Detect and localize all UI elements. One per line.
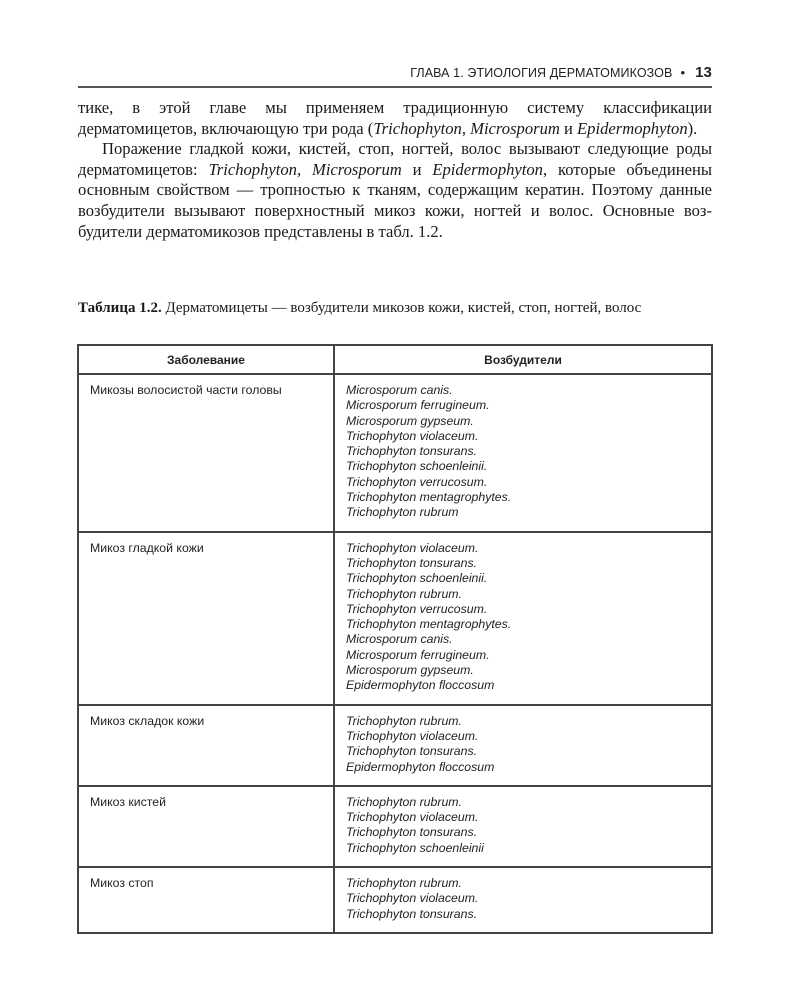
pathogen-name: Epidermophyton floccosum xyxy=(346,678,495,693)
genus-name: Trichophyton, Microsporum xyxy=(208,159,402,179)
table-body xyxy=(78,374,712,933)
pathogen-name: Trichophyton tonsurans. xyxy=(346,444,478,459)
chapter-title: ГЛАВА 1. ЭТИОЛОГИЯ ДЕРМАТОМИКОЗОВ xyxy=(410,66,673,80)
pathogens-table xyxy=(77,344,713,934)
table-row xyxy=(78,532,712,705)
text-segment: , которые объединены основным свойством — тропностью к тканям, содержащим кератин. Поэтому данные возбудители вызывают поверхностный микоз кожи, ногтей и волос. Основные возбудители дерматомикозов представлены в табл. 1.2. xyxy=(78,159,712,241)
disease-cell: Микоз кистей xyxy=(78,786,334,867)
pathogens-cell xyxy=(334,532,712,705)
table-caption-label: Таблица 1.2. xyxy=(78,300,162,316)
pathogen-name: Epidermophyton floccosum xyxy=(346,759,495,774)
pathogen-name: Trichophyton tonsurans. xyxy=(346,825,478,840)
header-disease: Заболевание xyxy=(78,345,334,374)
body-text xyxy=(78,98,712,242)
text-segment: и xyxy=(401,159,433,179)
pathogens-cell xyxy=(334,705,712,786)
pathogen-name: Trichophyton schoenleinii xyxy=(346,840,484,855)
pathogen-name: Trichophyton verrucosum. xyxy=(346,601,488,616)
pathogen-name: Trichophyton verrucosum. xyxy=(346,474,488,489)
pathogen-name: Trichophyton violaceum. xyxy=(346,540,479,555)
pathogen-name: Microsporum gypseum. xyxy=(346,413,474,428)
text-segment: и xyxy=(559,118,578,138)
pathogen-name: Trichophyton rubrum. xyxy=(346,713,462,728)
table-row xyxy=(78,786,712,867)
header-pathogens: Возбудители xyxy=(334,345,712,374)
table-header-row xyxy=(78,345,712,374)
text-segment: Поражение гладкой кожи, кистей, стоп, ногтей, волос вызывают следующие роды дерматомицетов: xyxy=(78,139,712,179)
pathogen-name: Microsporum canis. xyxy=(346,383,453,397)
pathogens-cell xyxy=(334,867,712,933)
pathogen-name: Microsporum gypseum. xyxy=(346,663,474,678)
disease-cell: Микоз складок кожи xyxy=(78,705,334,786)
pathogen-name: Trichophyton rubrum xyxy=(346,505,459,520)
disease-cell: Микозы волосистой части головы xyxy=(78,374,334,532)
text-segment: ). xyxy=(687,118,698,138)
pathogen-name: Trichophyton mentagrophytes. xyxy=(346,490,512,505)
genus-name: Epidermophyton xyxy=(432,159,543,179)
pathogen-name: Microsporum ferrugineum. xyxy=(346,398,490,413)
paragraph xyxy=(78,139,712,242)
pathogen-name: Microsporum ferrugineum. xyxy=(346,647,490,662)
table-caption xyxy=(78,300,712,318)
paragraph xyxy=(78,98,712,139)
pathogen-name: Trichophyton schoenleinii. xyxy=(346,459,488,474)
text-segment: тике, в этой главе мы применяем традиционную систему классификации дерматомицетов, включающую три рода ( xyxy=(78,98,712,138)
page-number: 13 xyxy=(695,64,712,81)
disease-cell: Микоз стоп xyxy=(78,867,334,933)
pathogen-name: Trichophyton rubrum. xyxy=(346,794,462,809)
pathogen-name: Trichophyton violaceum. xyxy=(346,728,479,743)
pathogen-name: Trichophyton violaceum. xyxy=(346,810,479,825)
table-row xyxy=(78,867,712,933)
genus-name: Epidermophyton xyxy=(577,118,688,138)
pathogen-name: Trichophyton tonsurans. xyxy=(346,744,478,759)
table-row xyxy=(78,374,712,532)
table-row xyxy=(78,705,712,786)
pathogen-name: Trichophyton rubrum. xyxy=(346,586,462,601)
running-head xyxy=(78,64,712,88)
pathogen-name: Trichophyton violaceum. xyxy=(346,428,479,443)
pathogen-name: Trichophyton tonsurans. xyxy=(346,906,478,921)
pathogen-name: Microsporum canis. xyxy=(346,632,453,647)
pathogen-name: Trichophyton tonsurans. xyxy=(346,555,478,570)
disease-cell: Микоз гладкой кожи xyxy=(78,532,334,705)
pathogens-cell xyxy=(334,786,712,867)
pathogen-name: Trichophyton schoenleinii. xyxy=(346,571,488,586)
pathogens-cell xyxy=(334,374,712,532)
table-caption-text: Дерматомицеты — возбудители микозов кожи, кистей, стоп, ногтей, волос xyxy=(161,300,642,316)
pathogen-name: Trichophyton violaceum. xyxy=(346,891,479,906)
genus-name: Trichophyton, Microsporum xyxy=(373,118,560,138)
bullet-separator: • xyxy=(680,65,686,80)
pathogen-name: Trichophyton rubrum. xyxy=(346,876,462,891)
pathogen-name: Trichophyton mentagrophytes. xyxy=(346,617,512,632)
